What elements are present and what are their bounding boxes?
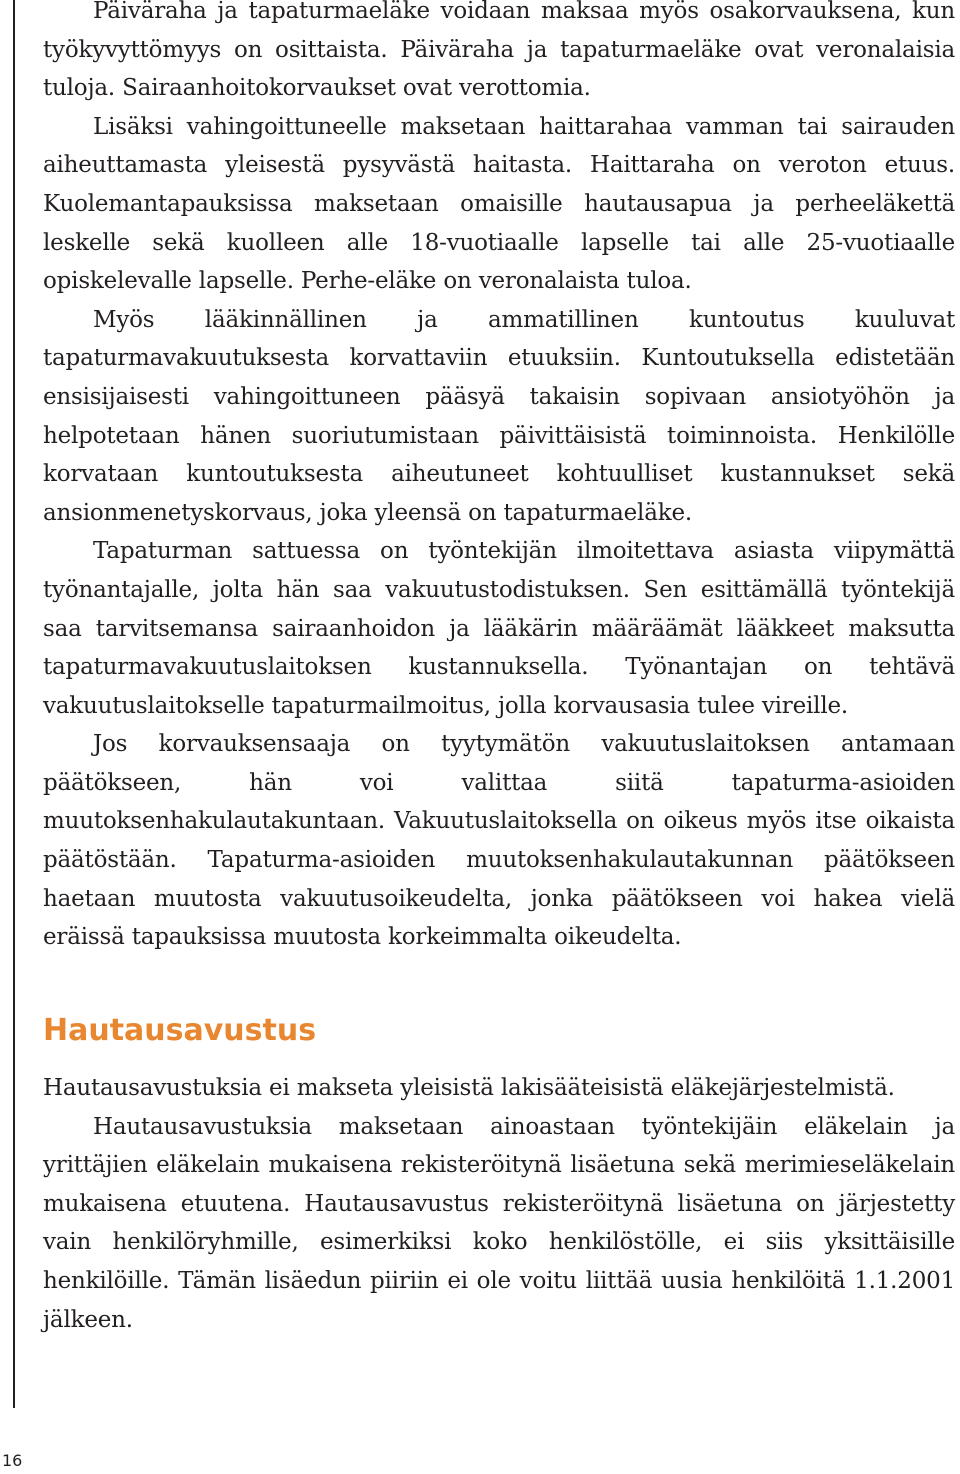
paragraph: Hautausavustuksia maksetaan ainoastaan työntekijäin eläkelain ja yrittäjien eläkelain mukaisena rekisteröitynä lisäetuna sekä merimieseläkelain mukaisena etuutena. Hautausavustus rekisteröitynä lisäetuna on järjestetty vain henkilöryhmille, esimerkiksi koko henkilöstölle, ei siis yksittäisille henkilöille. Tämän lisäedun piiriin ei ole voitu liittää uusia henkilöitä 1.1.2001 jälkeen. [43,1113,955,1333]
page-number: 16 [2,1451,23,1470]
paragraph: Päiväraha ja tapaturmaeläke voidaan maksaa myös osakorvauksena, kun työkyvyttömyys on osittaista. Päiväraha ja tapaturmaeläke ovat veronalaisia tuloja. Sairaanhoitokorvaukset ovat verottomia. [43,0,955,102]
paragraph: Tapaturman sattuessa on työntekijän ilmoitettava asiasta viipymättä työnantajalle, jolta hän saa vakuutustodistuksen. Sen esittämällä työntekijä saa tarvitsemansa sairaanhoidon ja lääkärin määräämät lääkkeet maksutta tapaturmavakuutuslaitoksen kustannuksella. Työnantajan on tehtävä vakuutuslaitokselle tapaturmailmoitus, jolla korvausasia tulee vireille. [43,538,955,719]
paragraph: Hautausavustuksia ei makseta yleisistä lakisääteisistä eläkejärjestelmistä. [43,1075,895,1101]
section-heading: Hautausavustus [43,1013,317,1048]
paragraph: Jos korvauksensaaja on tyytymätön vakuutuslaitoksen antamaan päätökseen, hän voi valittaa siitä tapaturma-asioiden muutoksenhakulautakuntaan. Vakuutuslaitoksella on oikeus myös itse oikaista päätöstään. Tapaturma-asioiden muutoksenhakulautakunnan päätökseen haetaan muutosta vakuutusoikeudelta, jonka päätökseen voi hakea vielä eräissä tapauksissa muutosta korkeimmalta oikeudelta. [43,731,955,951]
left-margin-rule [13,0,15,1408]
body-text-section [43,0,955,957]
paragraph: Lisäksi vahingoittuneelle maksetaan haittarahaa vamman tai sairauden aiheuttamasta yleisestä pysyvästä haitasta. Haittaraha on veroton etuus. Kuolemantapauksissa maksetaan omaisille hautausapua ja perheeläkettä leskelle sekä kuolleen alle 18-vuotiaalle lapselle tai alle 25-vuotiaalle opiskelevalle lapselle. Perhe-eläke on veronalaista tuloa. [43,113,955,295]
paragraph: Myös lääkinnällinen ja ammatillinen kuntoutus kuuluvat tapaturmavakuutuksesta korvattaviin etuuksiin. Kuntoutuksella edistetään ensisijaisesti vahingoittuneen pääsyä takaisin sopivaan ansiotyöhön ja helpotetaan hänen suoriutumistaan päivittäisistä toiminnoista. Henkilölle korvataan kuntoutuksesta aiheutuneet kohtuulliset kustannukset sekä ansionmenetyskorvaus, joka yleensä on tapaturmaeläke. [43,306,955,526]
hautausavustus-section [43,1069,955,1339]
